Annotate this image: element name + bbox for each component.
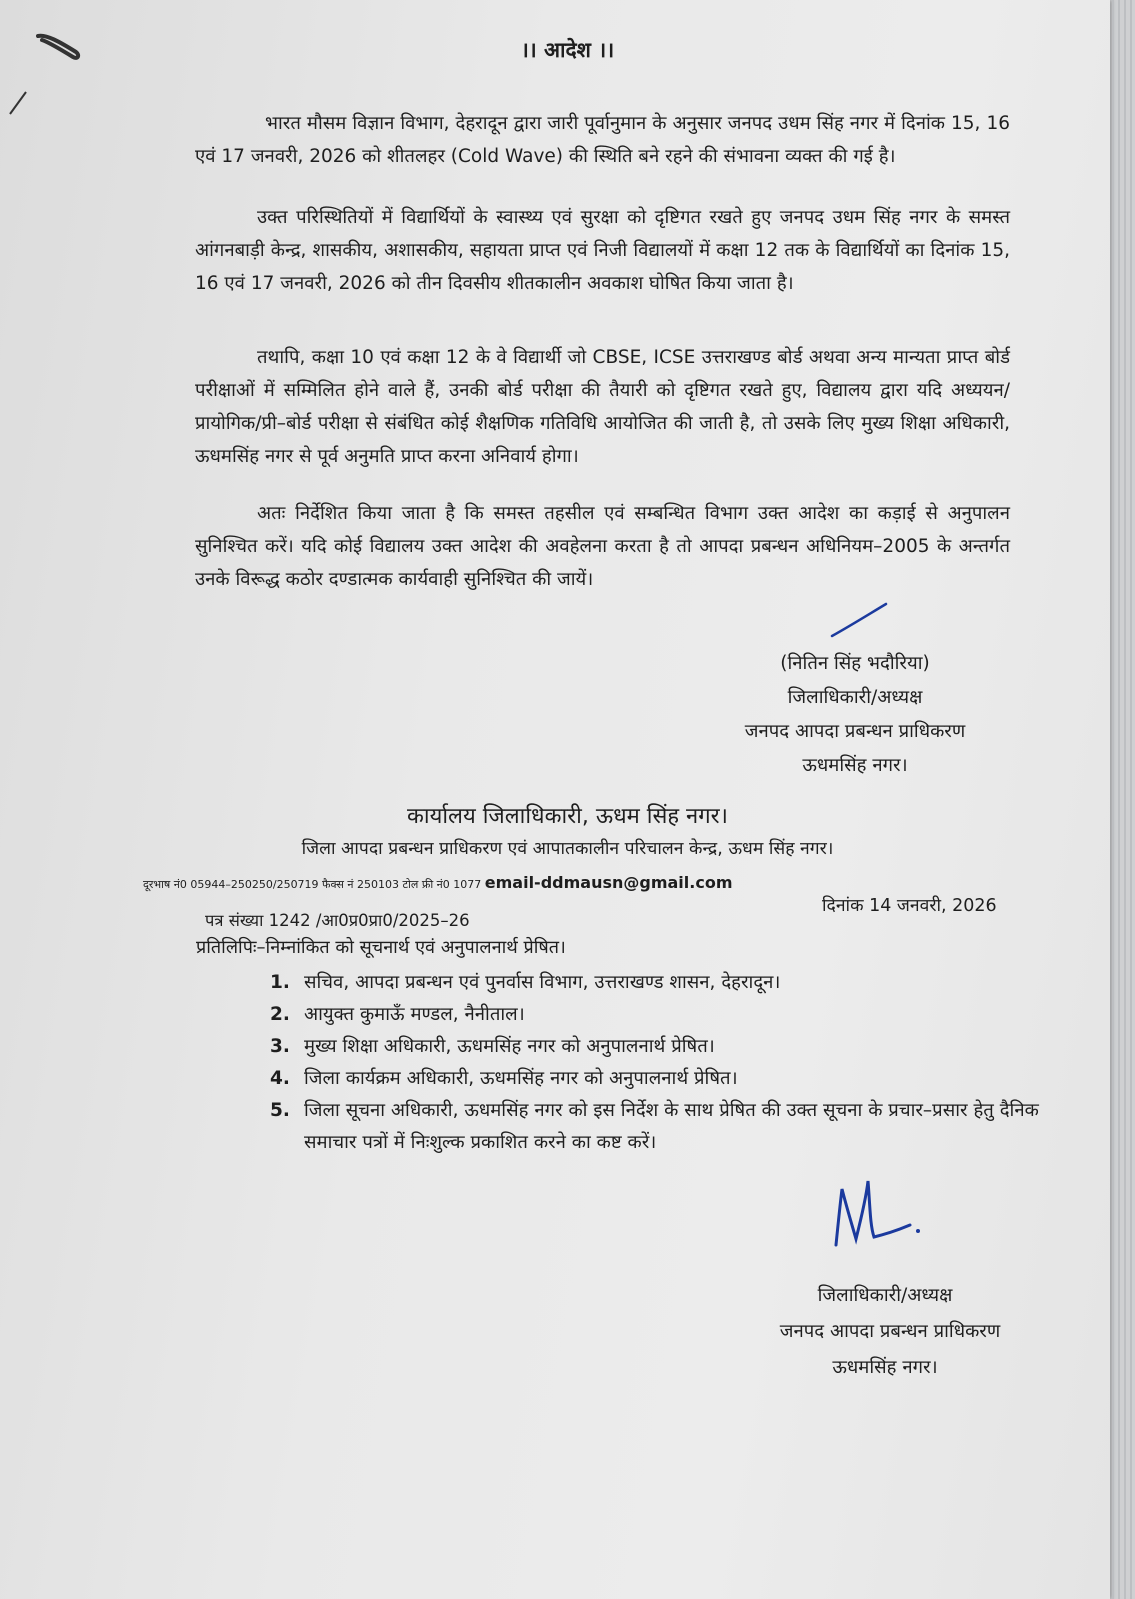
signatory-designation: जिलाधिकारी/अध्यक्ष [787, 687, 923, 708]
signatory-authority: जनपद आपदा प्रबन्धन प्राधिकरण [744, 721, 966, 742]
signatory2-authority: जनपद आपदा प्रबन्धन प्राधिकरण [779, 1321, 1001, 1342]
list-text: सचिव, आपदा प्रबन्धन एवं पुनर्वास विभाग, उत्तराखण्ड शासन, देहरादून। [304, 972, 781, 993]
list-item [270, 1031, 1060, 1063]
email-address: email-ddmausn@gmail.com [484, 873, 733, 892]
list-text: आयुक्त कुमाऊँ मण्डल, नैनीताल। [304, 1004, 525, 1025]
list-number: 1. [270, 972, 290, 993]
signatory-name: (नितिन सिंह भदौरिया) [780, 653, 930, 674]
contact-numbers: दूरभाष नं0 05944–250250/250719 फैक्स नं 250103 टोल फ्री नं0 1077 [143, 878, 482, 891]
list-text: जिला कार्यक्रम अधिकारी, ऊधमसिंह नगर को अनुपालनार्थ प्रेषित। [304, 1068, 738, 1089]
contact-line [143, 873, 733, 892]
office-subheading: जिला आपदा प्रबन्धन प्राधिकरण एवं आपातकालीन परिचालन केन्द्र, ऊधम सिंह नगर। [301, 839, 834, 859]
list-number: 3. [270, 1036, 290, 1057]
list-text: जिला सूचना अधिकारी, ऊधमसिंह नगर को इस निर्देश के साथ प्रेषित की उक्त सूचना के प्रचार–प्रसार हेतु दैनिक समाचार पत्रों में निःशुल्क प्रकाशित करने का कष्ट करें। [304, 1100, 1039, 1153]
paper-edge [1112, 0, 1114, 1599]
list-item [270, 999, 1060, 1031]
list-number: 4. [270, 1068, 290, 1089]
paragraph-1: भारत मौसम विज्ञान विभाग, देहरादून द्वारा जारी पूर्वानुमान के अनुसार जनपद उधम सिंह नगर में दिनांक 15, 16 एवं 17 जनवरी, 2026 को शीतलहर (Cold Wave) की स्थिति बने रहने की संभावना व्यक्त की गई है। [195, 112, 1010, 167]
signature-stroke [830, 600, 890, 640]
list-text: मुख्य शिक्षा अधिकारी, ऊधमसिंह नगर को अनुपालनार्थ प्रेषित। [304, 1036, 715, 1057]
signatory-place: ऊधमसिंह नगर। [802, 755, 908, 776]
letter-date: दिनांक 14 जनवरी, 2026 [822, 896, 997, 916]
paper-edge [1124, 0, 1126, 1599]
paper-edge [1130, 0, 1132, 1599]
paragraph-4: अतः निर्देशित किया जाता है कि समस्त तहसील एवं सम्बन्धित विभाग उक्त आदेश का कड़ाई से अनुपालन सुनिश्चित करें। यदि कोई विद्यालय उक्त आदेश की अवहेलना करता है तो आपदा प्रबन्धन अधिनियम–2005 के अन्तर्गत उनके विरूद्ध कठोर दण्डात्मक कार्यवाही सुनिश्चित की जायें। [195, 502, 1010, 590]
copy-heading: प्रतिलिपिः–निम्नांकित को सूचनार्थ एवं अनुपालनार्थ प्रेषित। [196, 937, 566, 958]
letter-number: पत्र संख्या 1242 /आ0प्र0प्रा0/2025–26 [205, 911, 470, 930]
signatory2-designation: जिलाधिकारी/अध्यक्ष [817, 1285, 953, 1306]
paper-edge [1118, 0, 1120, 1599]
office-heading: कार्यालय जिलाधिकारी, ऊधम सिंह नगर। [407, 804, 728, 829]
copy-list [270, 967, 1060, 1159]
signatory2-place: ऊधमसिंह नगर। [832, 1357, 938, 1378]
pen-mark-icon [6, 90, 32, 116]
list-item [270, 1063, 1060, 1095]
list-item [270, 967, 1060, 999]
paragraph-3: तथापि, कक्षा 10 एवं कक्षा 12 के वे विद्यार्थी जो CBSE, ICSE उत्तराखण्ड बोर्ड अथवा अन्य मान्यता प्राप्त बोर्ड परीक्षाओं में सम्मिलित होने वाले हैं, उनकी बोर्ड परीक्षा की तैयारी को दृष्टिगत रखते हुए, विद्यालय द्वारा यदि अध्ययन/प्रायोगिक/प्री–बोर्ड परीक्षा से संबंधित कोई शैक्षणिक गतिविधि आयोजित की जाती है, तो उसके लिए मुख्य शिक्षा अधिकारी, ऊधमसिंह नगर से पूर्व अनुमति प्राप्त करना अनिवार्य होगा। [195, 346, 1010, 467]
signature-initials [826, 1175, 936, 1255]
paragraph-2: उक्त परिस्थितियों में विद्यार्थियों के स्वास्थ्य एवं सुरक्षा को दृष्टिगत रखते हुए जनपद उधम सिंह नगर के समस्त आंगनबाड़ी केन्द्र, शासकीय, अशासकीय, सहायता प्राप्त एवं निजी विद्यालयों में कक्षा 12 तक के विद्यार्थियों का दिनांक 15, 16 एवं 17 जनवरी, 2026 को तीन दिवसीय शीतकालीन अवकाश घोषित किया जाता है। [195, 206, 1010, 294]
list-number: 5. [270, 1100, 290, 1121]
order-title: ।। आदेश ।। [520, 38, 615, 62]
list-item [270, 1095, 1060, 1159]
list-number: 2. [270, 1004, 290, 1025]
